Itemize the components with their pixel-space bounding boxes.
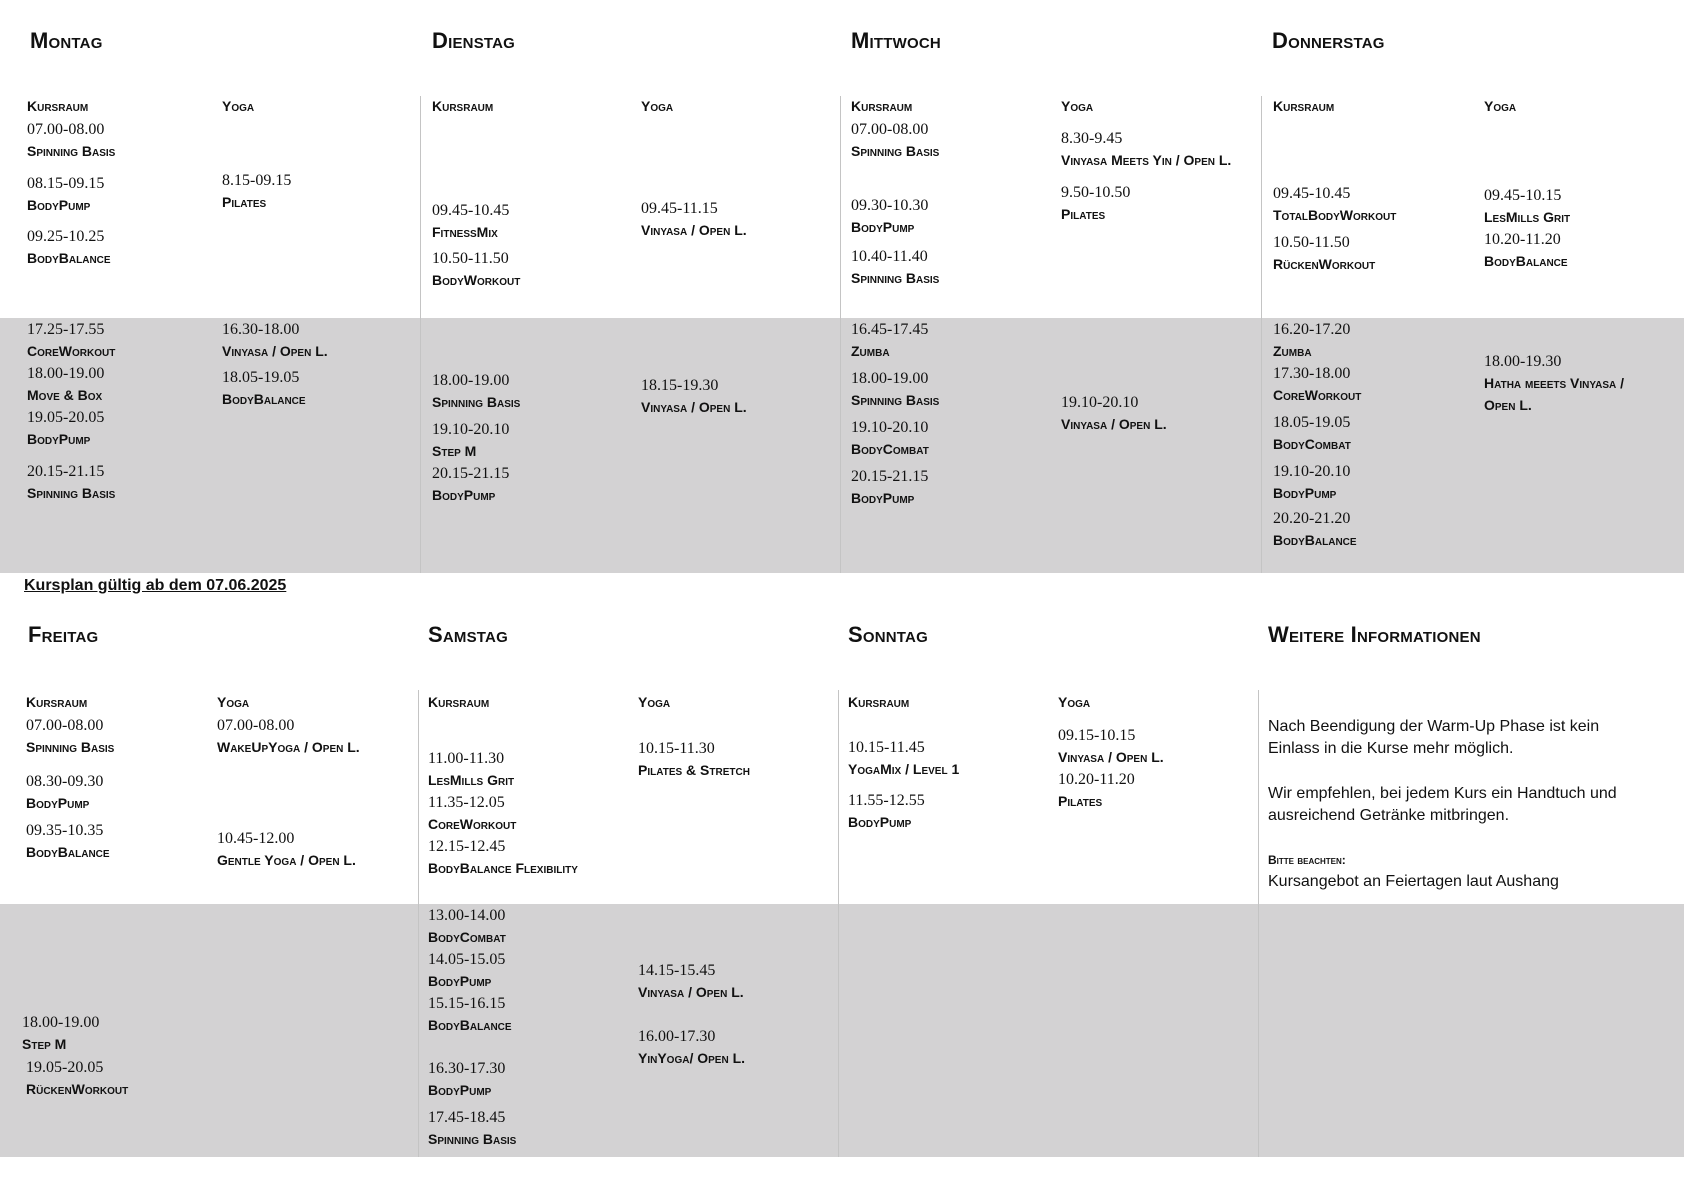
class-entry: 09.45-10.45 FitnessMix: [432, 202, 510, 240]
day-title: Freitag: [28, 622, 99, 647]
class-entry: 18.00-19.30 Hatha meeets Vinyasa / Open L.: [1484, 353, 1625, 413]
class-entry: 09.45-11.15 Vinyasa / Open L.: [641, 200, 747, 238]
class-entry: 10.15-11.45 YogaMix / Level 1: [848, 739, 960, 777]
class-entry: 20.15-21.15 Spinning Basis: [27, 463, 116, 501]
day-title: Montag: [30, 28, 103, 53]
class-entry: 09.45-10.45 TotalBodyWorkout: [1273, 185, 1397, 223]
separator: [420, 96, 421, 573]
kursraum-header: Kursraum: [26, 694, 88, 710]
class-entry: 16.00-17.30 YinYoga/ Open L.: [638, 1028, 746, 1066]
class-entry: 18.15-19.30 Vinyasa / Open L.: [641, 377, 747, 415]
day-title: Sonntag: [848, 622, 928, 647]
class-entry: 09.25-10.25 BodyBalance: [27, 228, 111, 266]
class-entry: 19.05-20.05 BodyPump: [27, 409, 105, 447]
class-entry: 16.20-17.20 Zumba: [1273, 321, 1351, 359]
class-entry: 10.45-12.00 Gentle Yoga / Open L.: [217, 830, 356, 868]
yoga-header: Yoga: [641, 98, 674, 114]
class-entry: 18.05-19.05 BodyBalance: [222, 369, 306, 407]
info-title: Weitere Informationen: [1268, 622, 1481, 647]
class-entry: 16.45-17.45 Zumba: [851, 321, 929, 359]
yoga-header: Yoga: [222, 98, 255, 114]
yoga-header: Yoga: [217, 694, 250, 710]
class-entry: 07.00-08.00 Spinning Basis: [26, 717, 115, 755]
kursraum-header: Kursraum: [428, 694, 490, 710]
class-entry: 11.35-12.05 CoreWorkout: [428, 794, 517, 832]
class-entry: 18.05-19.05 BodyCombat: [1273, 414, 1351, 452]
class-entry: 16.30-17.30 BodyPump: [428, 1060, 506, 1098]
class-entry: 20.15-21.15 BodyPump: [432, 465, 510, 503]
separator: [838, 690, 839, 1157]
class-entry: 08.15-09.15 BodyPump: [27, 175, 105, 213]
info-note-heading: Bitte beachten:: [1268, 853, 1346, 867]
info-towel-text: Wir empfehlen, bei jedem Kurs ein Handtuch und ausreichend Getränke mitbringen.: [1268, 785, 1617, 824]
class-entry: 10.40-11.40 Spinning Basis: [851, 248, 940, 286]
class-entry: 9.50-10.50 Pilates: [1061, 184, 1131, 222]
class-entry: 19.10-20.10 BodyCombat: [851, 419, 929, 457]
yoga-header: Yoga: [1061, 98, 1094, 114]
class-entry: 18.00-19.00 Spinning Basis: [851, 370, 940, 408]
class-entry: 19.05-20.05 RückenWorkout: [26, 1059, 129, 1097]
day-title: Dienstag: [432, 28, 516, 53]
class-entry: 10.50-11.50 BodyWorkout: [432, 250, 521, 288]
class-entry: 10.50-11.50 RückenWorkout: [1273, 234, 1376, 272]
class-entry: 09.30-10.30 BodyPump: [851, 197, 929, 235]
class-entry: 11.00-11.30 LesMills Grit: [428, 750, 515, 788]
class-entry: 09.35-10.35 BodyBalance: [26, 822, 110, 860]
yoga-header: Yoga: [1058, 694, 1091, 710]
class-entry: 09.15-10.15 Vinyasa / Open L.: [1058, 727, 1164, 765]
class-entry: 07.00-08.00 WakeUpYoga / Open L.: [217, 717, 360, 755]
class-entry: 17.45-18.45 Spinning Basis: [428, 1109, 517, 1147]
class-entry: 18.00-19.00 Step M: [22, 1014, 100, 1052]
class-entry: 16.30-18.00 Vinyasa / Open L.: [222, 321, 328, 359]
class-entry: 18.00-19.00 Move & Box: [27, 365, 105, 403]
class-entry: 18.00-19.00 Spinning Basis: [432, 372, 521, 410]
class-entry: 8.15-09.15 Pilates: [222, 172, 292, 210]
class-entry: 8.30-9.45 Vinyasa Meets Yin / Open L.: [1061, 130, 1232, 168]
day-title: Mittwoch: [851, 28, 941, 53]
class-entry: 17.25-17.55 CoreWorkout: [27, 321, 116, 359]
kursraum-header: Kursraum: [27, 98, 89, 114]
separator: [418, 690, 419, 1157]
info-warmup-text: Nach Beendigung der Warm-Up Phase ist kein Einlass in die Kurse mehr möglich.: [1268, 718, 1600, 757]
separator: [1261, 96, 1262, 573]
separator: [1258, 690, 1259, 1157]
class-entry: 15.15-16.15 BodyBalance: [428, 995, 512, 1033]
class-entry: 11.55-12.55 BodyPump: [848, 792, 925, 830]
validity-note: Kursplan gültig ab dem 07.06.2025: [24, 577, 287, 594]
class-entry: 10.20-11.20 Pilates: [1058, 771, 1135, 809]
class-entry: 10.15-11.30 Pilates & Stretch: [638, 740, 750, 778]
class-entry: 19.10-20.10 BodyPump: [1273, 463, 1351, 501]
kursraum-header: Kursraum: [851, 98, 913, 114]
class-entry: 14.05-15.05 BodyPump: [428, 951, 506, 989]
kursraum-header: Kursraum: [1273, 98, 1335, 114]
class-entry: 20.15-21.15 BodyPump: [851, 468, 929, 506]
class-entry: 17.30-18.00 CoreWorkout: [1273, 365, 1362, 403]
class-entry: 07.00-08.00 Spinning Basis: [27, 121, 116, 159]
class-entry: 10.20-11.20 BodyBalance: [1484, 231, 1568, 269]
class-entry: 07.00-08.00 Spinning Basis: [851, 121, 940, 159]
class-entry: 14.15-15.45 Vinyasa / Open L.: [638, 962, 744, 1000]
yoga-header: Yoga: [1484, 98, 1517, 114]
class-entry: 09.45-10.15 LesMills Grit: [1484, 187, 1571, 225]
day-title: Donnerstag: [1272, 28, 1385, 53]
day-title: Samstag: [428, 622, 508, 647]
class-entry: 13.00-14.00 BodyCombat: [428, 907, 506, 945]
separator: [840, 96, 841, 573]
class-entry: 12.15-12.45 BodyBalance Flexibility: [428, 838, 578, 876]
kursraum-header: Kursraum: [432, 98, 494, 114]
class-entry: 08.30-09.30 BodyPump: [26, 773, 104, 811]
yoga-header: Yoga: [638, 694, 671, 710]
class-entry: 19.10-20.10 Vinyasa / Open L.: [1061, 394, 1167, 432]
info-note-text: Kursangebot an Feiertagen laut Aushang: [1268, 873, 1559, 890]
class-entry: 20.20-21.20 BodyBalance: [1273, 510, 1357, 548]
evening-band-bottom: [0, 904, 1684, 1157]
class-entry: 19.10-20.10 Step M: [432, 421, 510, 459]
kursraum-header: Kursraum: [848, 694, 910, 710]
